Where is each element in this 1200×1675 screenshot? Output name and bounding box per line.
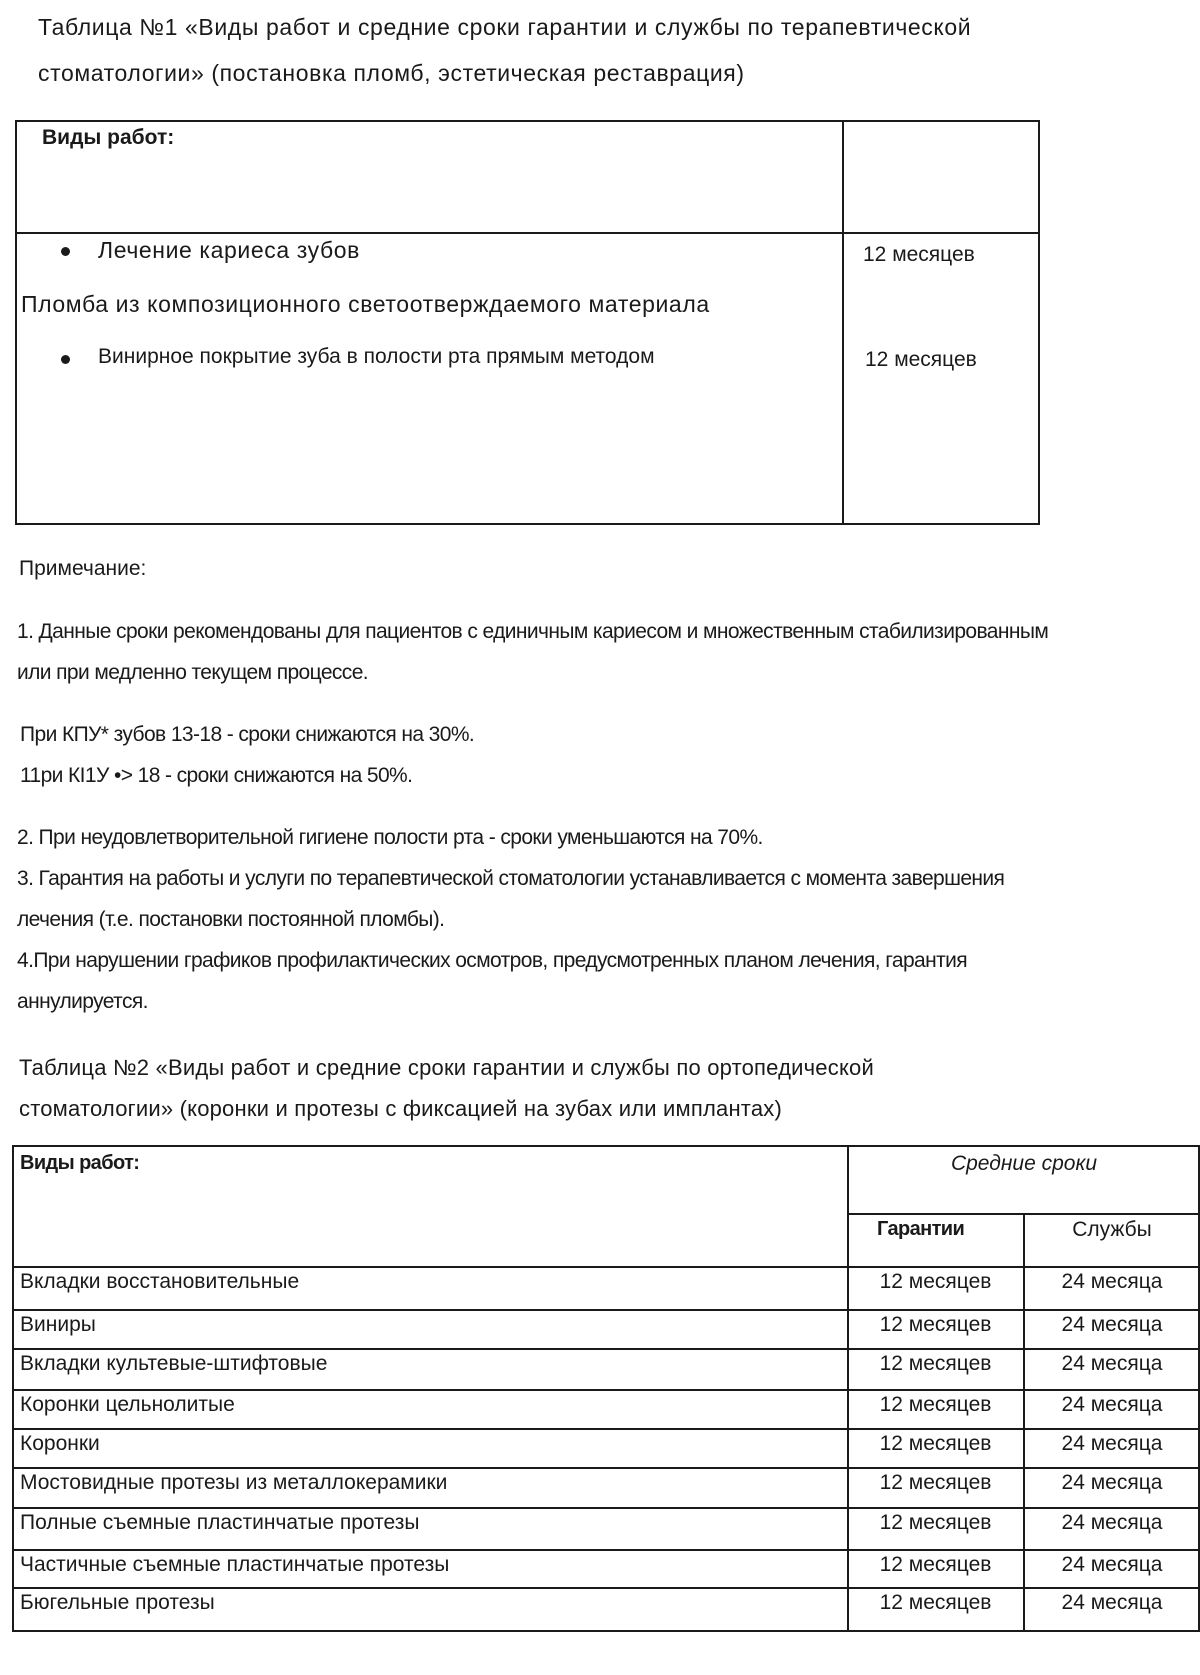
table1-subheading: Пломба из композиционного светоотверждаемого материала [21,291,710,317]
table2-row-name: Частичные съемные пластинчатые протезы [20,1553,450,1576]
table2-header-terms: Средние сроки [950,1152,1098,1175]
table2-row-warranty: 12 месяцев [879,1270,992,1293]
note-4-line2: аннулируется. [17,990,148,1013]
table1-item1-label: Лечение кариеса зубов [98,237,360,263]
table2-title-line2: стоматологии» (коронки и протезы с фиксацией на зубах или имплантах) [19,1096,782,1121]
table2-row-service: 24 месяца [1061,1471,1163,1494]
table2-row-name: Мостовидные протезы из металлокерамики [20,1471,448,1494]
table2-row-warranty: 12 месяцев [879,1432,992,1455]
table2-row-service: 24 месяца [1061,1313,1163,1336]
bullet-icon [61,355,70,364]
table2-row-divider [12,1549,1200,1551]
note-1-line1: 1. Данные сроки рекомендованы для пациентов с единичным кариесом и множественным стабилизированным [17,620,1049,643]
table2-row-name: Коронки [20,1432,100,1455]
table2-row-divider [12,1507,1200,1509]
notes-heading: Примечание: [19,557,147,580]
table2-row-service: 24 месяца [1061,1553,1163,1576]
note-3-line1: 3. Гарантия на работы и услуги по терапевтической стоматологии устанавливается с момента завершения [17,867,1005,890]
table2-row-warranty: 12 месяцев [879,1352,992,1375]
table2-row-name: Полные съемные пластинчатые протезы [20,1511,420,1534]
table2-row-divider [12,1587,1200,1589]
note-kpu-line2: 11ри КI1У •> 18 - сроки снижаются на 50%. [20,764,413,787]
table2-header-service: Службы [1072,1218,1152,1241]
table2-row-service: 24 месяца [1061,1591,1163,1614]
table1-column-divider [842,120,844,525]
table2-row-name: Вкладки культевые-штифтовые [20,1352,328,1375]
note-2: 2. При неудовлетворительной гигиене полости рта - сроки уменьшаются на 70%. [17,826,763,849]
table1-item2-label: Винирное покрытие зуба в полости рта прямым методом [98,345,655,368]
table2-row-warranty: 12 месяцев [879,1553,992,1576]
table1-header-label: Виды работ: [42,126,175,149]
table2-row-divider [12,1348,1200,1350]
table2-row-warranty: 12 месяцев [879,1471,992,1494]
note-kpu-line1: При КПУ* зубов 13-18 - сроки снижаются на 30%. [20,723,475,746]
table2-title-line1: Таблица №2 «Виды работ и средние сроки гарантии и службы по ортопедической [19,1055,874,1080]
table2-row-name: Коронки цельнолитые [20,1393,235,1416]
table2-row-service: 24 месяца [1061,1352,1163,1375]
note-1-line2: или при медленно текущем процессе. [17,661,369,684]
note-4-line1: 4.При нарушении графиков профилактических осмотров, предусмотренных планом лечения, гарантия [17,949,968,972]
table2-row-warranty: 12 месяцев [879,1393,992,1416]
table2-header-label: Виды работ: [20,1152,140,1174]
table2-row-service: 24 месяца [1061,1432,1163,1455]
bullet-icon [61,247,70,256]
note-3-line2: лечения (т.е. постановки постоянной пломбы). [17,908,445,931]
table2-row-service: 24 месяца [1061,1511,1163,1534]
table1-item1-term: 12 месяцев [863,243,975,266]
table1-title-line1: Таблица №1 «Виды работ и средние сроки гарантии и службы по терапевтической [38,14,972,40]
table2-row-warranty: 12 месяцев [879,1511,992,1534]
table1-header-divider [15,232,1040,234]
table2-row-warranty: 12 месяцев [879,1591,992,1614]
table2-row-name: Виниры [20,1313,96,1336]
table2-row-service: 24 месяца [1061,1270,1163,1293]
table2-row-divider [12,1389,1200,1391]
table2-row-divider [12,1266,1200,1268]
table1-title-line2: стоматологии» (постановка пломб, эстетическая реставрация) [38,60,745,86]
table2-row-service: 24 месяца [1061,1393,1163,1416]
table1-border [15,120,1040,525]
table2-row-divider [12,1309,1200,1311]
table2-subheader-divider [847,1213,1200,1215]
table2-row-name: Вкладки восстановительные [20,1270,300,1293]
table2-row-warranty: 12 месяцев [879,1313,992,1336]
table2-row-divider [12,1467,1200,1469]
table1-item2-term: 12 месяцев [865,348,977,371]
table2-row-name: Бюгельные протезы [20,1591,215,1614]
table2-header-warranty: Гарантии [877,1218,965,1240]
table2-row-divider [12,1428,1200,1430]
